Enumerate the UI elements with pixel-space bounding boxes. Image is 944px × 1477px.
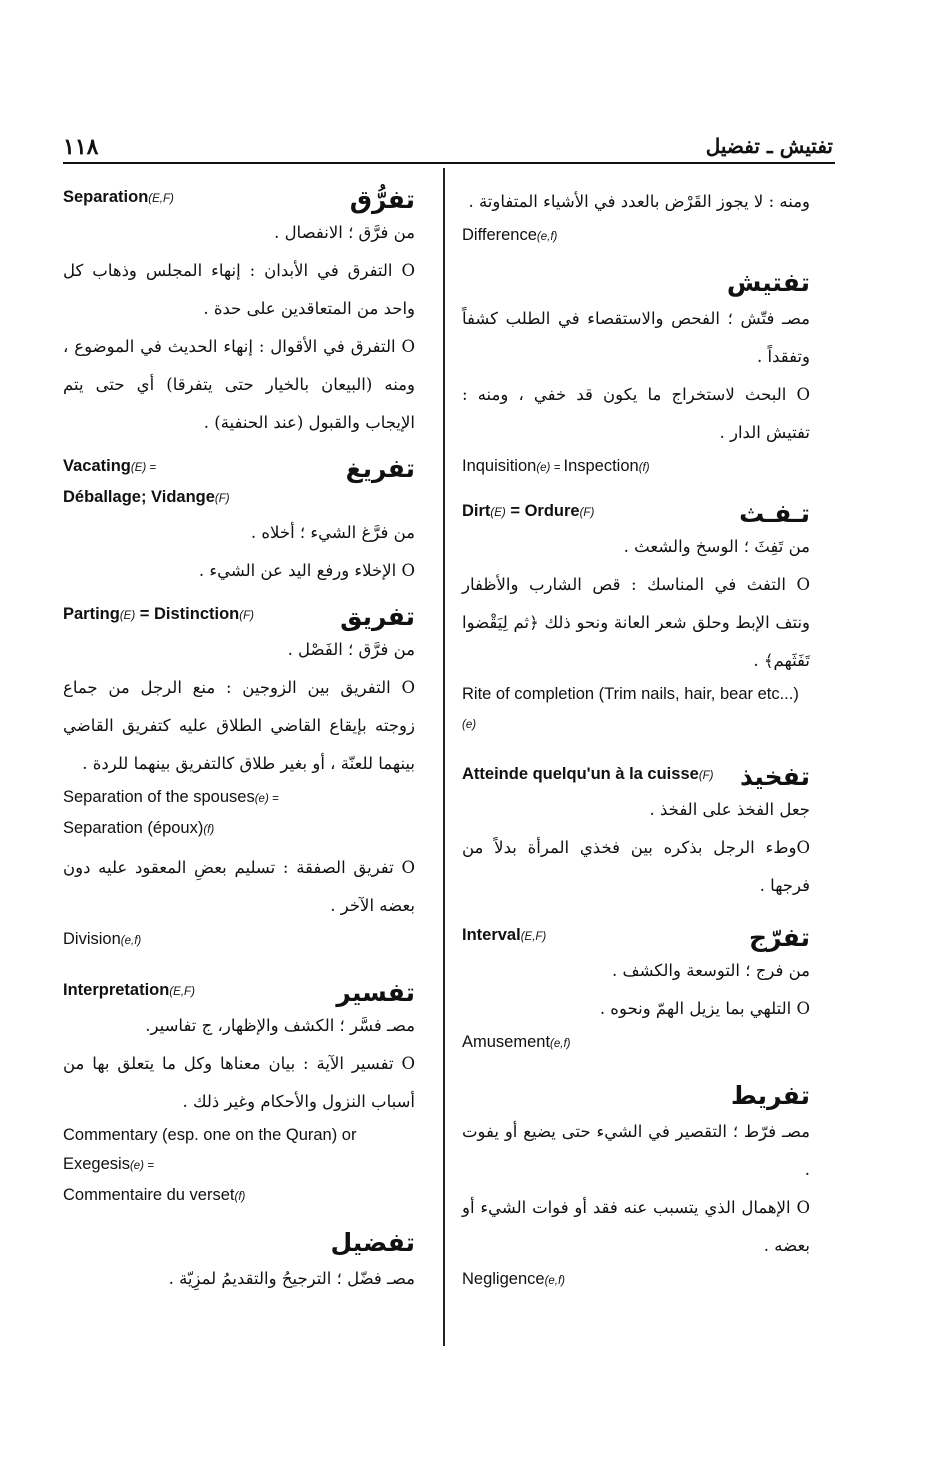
left-column <box>63 183 415 1298</box>
english-equivalent: Dirt(E) = Ordure(F) <box>462 502 595 520</box>
headword: تفخيذ <box>739 762 810 791</box>
entry-tafdil <box>63 1226 415 1298</box>
english-equivalent: Parting(E) = Distinction(F) <box>63 605 254 623</box>
translation: Commentary (esp. one on the Quran) or Exegesis(e) = Commentaire du verset(f) <box>63 1126 357 1204</box>
entry-tafrigh <box>63 452 415 590</box>
right-column <box>462 183 810 1300</box>
definition: مصـ فضّل ؛ الترجيحُ والتقديمُ لمزِيّة . <box>168 1269 415 1288</box>
translation: Inquisition(e) = Inspection(f) <box>462 457 650 475</box>
definition: O التفرق في الأقوال : إنهاء الحديث في الموضوع ، ومنه (البيعان بالخيار حتى يتفرقا) أي حتى يتم الإيجاب والقبول (عند الحنفية) . <box>63 337 415 432</box>
entry-taftish <box>462 266 810 483</box>
entry-tafkhidh <box>462 760 810 905</box>
headword: تفريغ <box>345 454 415 483</box>
headword: تفرُّق <box>349 185 415 214</box>
definition: O التفريق بين الزوجين : منع الرجل من جماع زوجته بإيقاع القاضي الطلاق عليه كتفريق القاضي بينهما للعنّة ، أو بغير طلاق كالتفريق بينهما للردة . <box>63 678 415 773</box>
english-equivalent: Vacating(E) = <box>63 457 157 475</box>
french-equivalent: Atteinde quelqu'un à la cuisse(F) <box>462 765 714 783</box>
definition: O البحث لاستخراج ما يكون قد خفي ، ومنه : تفتيش الدار . <box>462 385 810 442</box>
definition: جعل الفخذ على الفخذ . <box>649 800 810 819</box>
definition: O الإهمال الذي يتسبب عنه فقد أو فوات الشيء أو بعضه . <box>462 1198 810 1255</box>
translation: Difference(e,f) <box>462 226 558 244</box>
definition: من فرَّغ الشيء ؛ أخلاه . <box>250 523 415 542</box>
headword: تـفـث <box>739 499 810 528</box>
translation: Separation of the spouses(e) = Separation (époux)(f) <box>63 788 279 837</box>
headword: تفضيل <box>330 1228 415 1257</box>
translation: Negligence(e,f) <box>462 1270 566 1288</box>
definition: O التفرق في الأبدان : إنهاء المجلس وذهاب كل واحد من المتعاقدين على حدة . <box>63 261 415 318</box>
definition: من تَفِثَ ؛ الوسخ والشعث . <box>623 537 810 556</box>
definition: من فرَّق ؛ الانفصال . <box>274 223 415 242</box>
definition: Oوطء الرجل بذكره بين فخذي المرأة بدلاً من فرجها . <box>462 838 810 895</box>
entry-tafriq <box>63 600 415 956</box>
definition: O التفث في المناسك : قص الشارب والأظفار ونتف الإبط وحلق شعر العانة ونحو ذلك ﴿ثم لِيَقْضوا تَفَثَهم﴾ . <box>462 575 810 670</box>
translation: Rite of completion (Trim nails, hair, bear etc...)(e) <box>462 685 799 731</box>
entry-tafrit <box>462 1079 810 1296</box>
english-equivalent: Separation(E,F) <box>63 188 174 206</box>
headword: تفريق <box>340 602 415 631</box>
entry-tafarruj <box>462 921 810 1059</box>
definition: O تفسير الآية : بيان معناها وكل ما يتعلق بها من أسباب النزول والأحكام وغير ذلك . <box>63 1054 415 1111</box>
headword: تفرّج <box>749 923 810 952</box>
entry-continuation <box>462 183 810 252</box>
page-number: ١١٨ <box>63 134 99 160</box>
header-rule <box>63 162 835 164</box>
headword: تفتيش <box>726 268 810 297</box>
column-divider <box>443 168 445 1346</box>
definition: من فرج ؛ التوسعة والكشف . <box>612 961 810 980</box>
running-head: تفتيش ـ تفضيل <box>705 134 833 158</box>
definition: O التلهي بما يزيل الهمّ ونحوه . <box>599 999 810 1018</box>
entry-tafath <box>462 497 810 740</box>
definition: مصـ فتّش ؛ الفحص والاستقصاء في الطلب كشفاً وتفقداً . <box>462 309 810 366</box>
entry-tafarruq <box>63 183 415 442</box>
headword: تفريط <box>730 1081 810 1110</box>
headword: تفسير <box>336 978 415 1007</box>
french-equivalent: Déballage; Vidange(F) <box>63 488 230 506</box>
translation: Amusement(e,f) <box>462 1033 571 1051</box>
entry-tafsir <box>63 976 415 1212</box>
definition: O تفريق الصفقة : تسليم بعضِ المعقود عليه دون بعضه الآخر . <box>63 858 415 915</box>
definition: مصـ فرّط ؛ التقصير في الشيء حتى يضيع أو يفوت . <box>462 1122 810 1179</box>
definition: مصـ فسَّر ؛ الكشف والإظهار، ج تفاسير. <box>145 1016 415 1035</box>
page-header <box>63 128 833 164</box>
definition: ومنه : لا يجوز القَرْض بالعدد في الأشياء المتفاوتة . <box>468 192 810 211</box>
english-equivalent: Interval(E,F) <box>462 926 547 944</box>
translation: Division(e,f) <box>63 930 142 948</box>
definition: O الإخلاء ورفع اليد عن الشيء . <box>198 561 415 580</box>
definition: من فرَّق ؛ الفَصْل . <box>287 640 415 659</box>
english-equivalent: Interpretation(E,F) <box>63 981 195 999</box>
